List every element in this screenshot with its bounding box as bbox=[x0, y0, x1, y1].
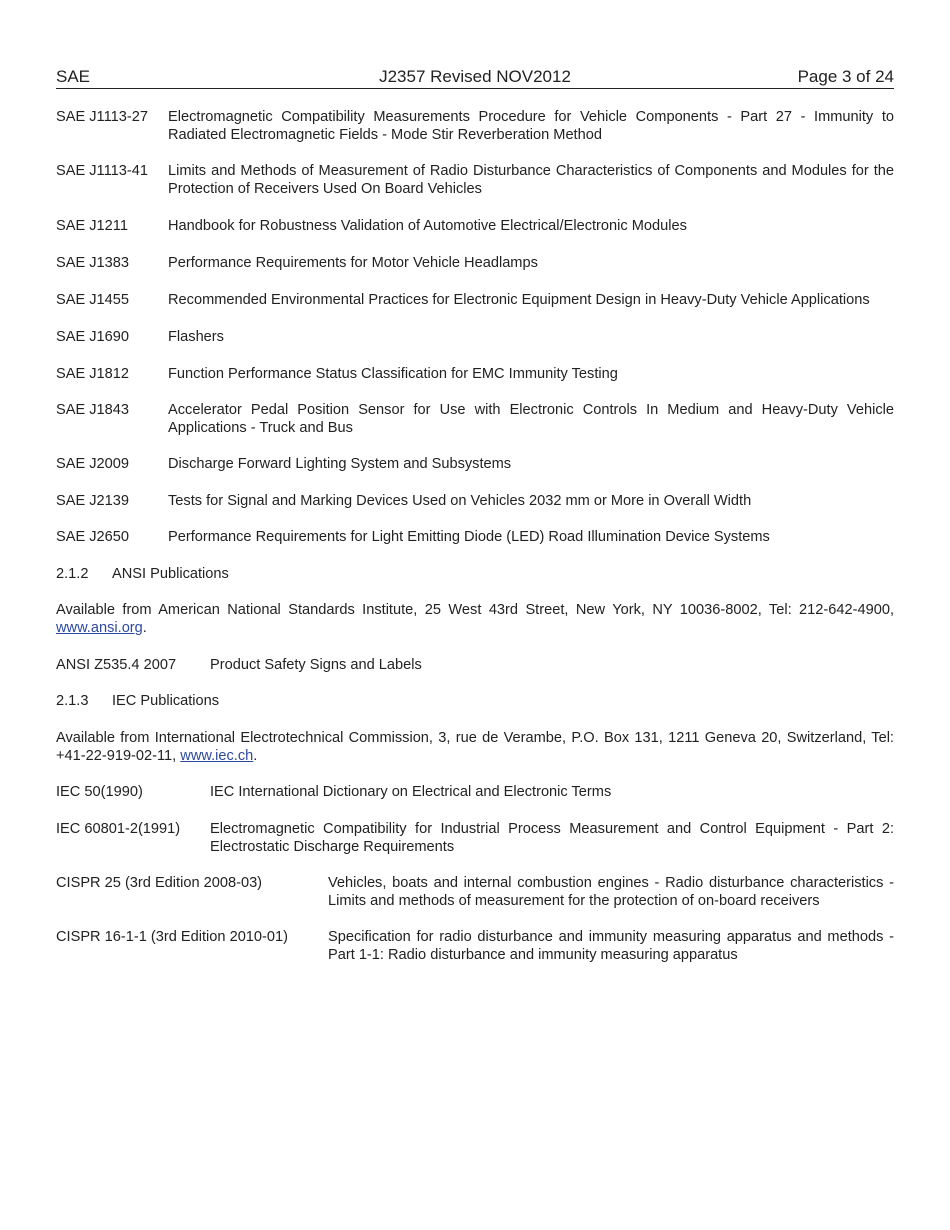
reference-entry bbox=[56, 783, 894, 801]
reference-entry bbox=[56, 928, 894, 964]
reference-code: CISPR 25 (3rd Edition 2008-03) bbox=[56, 875, 263, 891]
reference-entry bbox=[56, 291, 894, 309]
reference-entry bbox=[56, 217, 894, 235]
reference-code: SAE J1113-27 bbox=[56, 109, 148, 125]
reference-code: SAE J2650 bbox=[56, 529, 130, 545]
period: . bbox=[253, 748, 258, 764]
header-doc-id: J2357 Revised NOV2012 bbox=[379, 67, 571, 86]
reference-title: IEC International Dictionary on Electrical and Electronic Terms bbox=[210, 784, 612, 800]
reference-entry bbox=[56, 365, 894, 383]
reference-entry bbox=[56, 162, 894, 198]
reference-title: Product Safety Signs and Labels bbox=[210, 657, 422, 673]
period: . bbox=[142, 620, 147, 636]
section-heading bbox=[56, 565, 894, 583]
reference-code: SAE J2009 bbox=[56, 456, 130, 472]
reference-code: CISPR 16-1-1 (3rd Edition 2010-01) bbox=[56, 929, 288, 945]
reference-code: SAE J1113-41 bbox=[56, 163, 148, 179]
reference-entry bbox=[56, 254, 894, 272]
reference-code: SAE J1383 bbox=[56, 255, 130, 271]
reference-title: Recommended Environmental Practices for Electronic Equipment Design in Heavy-Duty Vehicle Applications bbox=[168, 292, 870, 308]
reference-title: Vehicles, boats and internal combustion engines - Radio disturbance characteristics - Limits and methods of measurement for the protection of on-board receivers bbox=[328, 875, 894, 909]
availability-paragraph bbox=[56, 729, 894, 765]
reference-title: Specification for radio disturbance and immunity measuring apparatus and methods - Part 1-1: Radio disturbance and immunity measuring apparatus bbox=[328, 929, 894, 963]
reference-code: SAE J1812 bbox=[56, 366, 130, 382]
reference-title: Performance Requirements for Light Emitting Diode (LED) Road Illumination Device Systems bbox=[168, 529, 770, 545]
section-heading bbox=[56, 692, 894, 710]
reference-entry bbox=[56, 455, 894, 473]
reference-entry bbox=[56, 492, 894, 510]
reference-entry bbox=[56, 108, 894, 144]
ansi-website-link[interactable]: www.ansi.org bbox=[56, 620, 143, 636]
reference-code: SAE J1843 bbox=[56, 402, 130, 418]
header-page-number: Page 3 of 24 bbox=[797, 67, 894, 86]
document-body bbox=[56, 108, 894, 964]
reference-entry bbox=[56, 874, 894, 910]
reference-code: SAE J1455 bbox=[56, 292, 130, 308]
reference-code: SAE J1211 bbox=[56, 218, 128, 234]
reference-title: Accelerator Pedal Position Sensor for Use with Electronic Controls In Medium and Heavy-Duty Vehicle Applications - Truck and Bus bbox=[168, 402, 894, 436]
header-org: SAE bbox=[56, 67, 91, 86]
reference-entry bbox=[56, 328, 894, 346]
availability-text: Available from American National Standards Institute, 25 West 43rd Street, New York, NY 10036-8002, Tel: 212-642-4900, bbox=[56, 602, 894, 618]
reference-title: Function Performance Status Classification for EMC Immunity Testing bbox=[168, 366, 618, 382]
reference-title: Performance Requirements for Motor Vehicle Headlamps bbox=[168, 255, 538, 271]
iec-website-link[interactable]: www.iec.ch bbox=[180, 748, 254, 764]
reference-title: Tests for Signal and Marking Devices Used on Vehicles 2032 mm or More in Overall Width bbox=[168, 493, 752, 509]
section-number: 2.1.2 bbox=[56, 566, 89, 582]
document-page bbox=[56, 66, 894, 964]
availability-text: Available from International Electrotechnical Commission, 3, rue de Verambe, P.O. Box 131, 1211 Geneva 20, Switzerland, Tel: +41-22-919-02-11, bbox=[56, 730, 894, 764]
section-title: ANSI Publications bbox=[112, 566, 229, 582]
page-header bbox=[56, 66, 894, 89]
reference-code: SAE J2139 bbox=[56, 493, 130, 509]
reference-entry bbox=[56, 528, 894, 546]
reference-title: Electromagnetic Compatibility for Industrial Process Measurement and Control Equipment - Part 2: Electrostatic Discharge Requirements bbox=[210, 821, 894, 855]
reference-code: SAE J1690 bbox=[56, 329, 130, 345]
reference-title: Electromagnetic Compatibility Measurements Procedure for Vehicle Components - Part 27 - Immunity to Radiated Electromagnetic Fields - Mode Stir Reverberation Method bbox=[168, 109, 894, 143]
reference-code: ANSI Z535.4 2007 bbox=[56, 657, 177, 673]
reference-title: Flashers bbox=[168, 329, 224, 345]
section-title: IEC Publications bbox=[112, 693, 220, 709]
reference-entry bbox=[56, 820, 894, 856]
reference-title: Limits and Methods of Measurement of Radio Disturbance Characteristics of Components and Modules for the Protection of Receivers Used On Board Vehicles bbox=[168, 163, 894, 197]
reference-title: Handbook for Robustness Validation of Automotive Electrical/Electronic Modules bbox=[168, 218, 687, 234]
reference-entry bbox=[56, 656, 894, 674]
reference-title: Discharge Forward Lighting System and Subsystems bbox=[168, 456, 512, 472]
section-number: 2.1.3 bbox=[56, 693, 89, 709]
availability-paragraph bbox=[56, 601, 894, 637]
reference-code: IEC 50(1990) bbox=[56, 784, 143, 800]
reference-entry bbox=[56, 401, 894, 437]
reference-code: IEC 60801-2(1991) bbox=[56, 821, 181, 837]
